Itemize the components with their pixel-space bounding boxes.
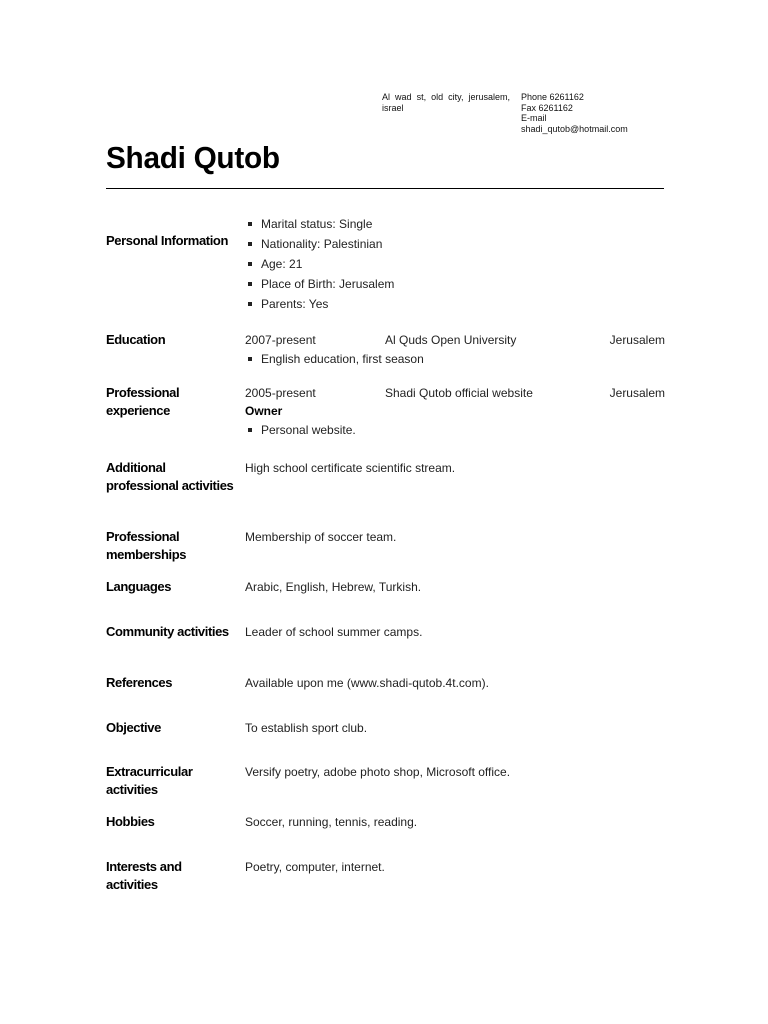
section-label: Extracurricular activities <box>106 764 193 797</box>
section-label: Additional professional activities <box>106 460 234 493</box>
section-text: Leader of school summer camps. <box>245 625 423 639</box>
section-label: Personal Information <box>106 233 229 248</box>
section-label: Community activities <box>106 624 229 639</box>
education-location: Jerusalem <box>609 333 665 347</box>
section-text: High school certificate scientific stream. <box>245 461 456 475</box>
section-label: Professional experience <box>106 385 180 418</box>
contact-fax: Fax 6261162 <box>521 102 573 113</box>
section-label: Objective <box>106 720 161 735</box>
section-content <box>245 331 665 369</box>
section-label: Education <box>106 332 166 347</box>
experience-row <box>245 384 665 402</box>
section-label: References <box>106 675 173 690</box>
education-institution: Al Quds Open University <box>385 333 517 347</box>
section-label: Professional memberships <box>106 529 187 562</box>
list-item: Place of Birth: Jerusalem <box>245 274 665 294</box>
education-row <box>245 331 665 349</box>
section-text: To establish sport club. <box>245 721 368 735</box>
resume-name: Shadi Qutob <box>106 140 280 175</box>
section-text: Arabic, English, Hebrew, Turkish. <box>245 580 422 594</box>
contact-address: Al wad st, old city, jerusalem, israel <box>382 92 510 113</box>
section-text: Soccer, running, tennis, reading. <box>245 815 418 829</box>
list-item: Parents: Yes <box>245 294 665 314</box>
education-details-list <box>245 349 665 369</box>
section-label: Hobbies <box>106 814 155 829</box>
experience-organization: Shadi Qutob official website <box>385 386 533 400</box>
personal-details-list <box>245 214 665 314</box>
section-text: Versify poetry, adobe photo shop, Microsoft office. <box>245 765 511 779</box>
list-item: Marital status: Single <box>245 214 665 234</box>
section-text: Poetry, computer, internet. <box>245 860 385 874</box>
experience-period: 2005-present <box>245 386 316 400</box>
experience-location: Jerusalem <box>609 386 665 400</box>
list-item: Personal website. <box>245 420 665 440</box>
experience-role: Owner <box>245 404 283 418</box>
section-label: Languages <box>106 579 172 594</box>
contact-email: shadi_qutob@hotmail.com <box>521 123 628 134</box>
contact-email-label: E-mail <box>521 113 547 123</box>
list-item: English education, first season <box>245 349 665 369</box>
section-content <box>245 214 665 314</box>
contact-phone: Phone 6261162 <box>521 92 584 102</box>
list-item: Nationality: Palestinian <box>245 234 665 254</box>
section-text: Membership of soccer team. <box>245 530 397 544</box>
section-content <box>245 384 665 440</box>
section-label: Interests and activities <box>106 859 182 892</box>
education-period: 2007-present <box>245 333 316 347</box>
experience-details-list <box>245 420 665 440</box>
contact-details <box>521 92 671 134</box>
section-text: Available upon me (www.shadi-qutob.4t.com). <box>245 676 489 690</box>
name-divider <box>106 188 664 189</box>
list-item: Age: 21 <box>245 254 665 274</box>
